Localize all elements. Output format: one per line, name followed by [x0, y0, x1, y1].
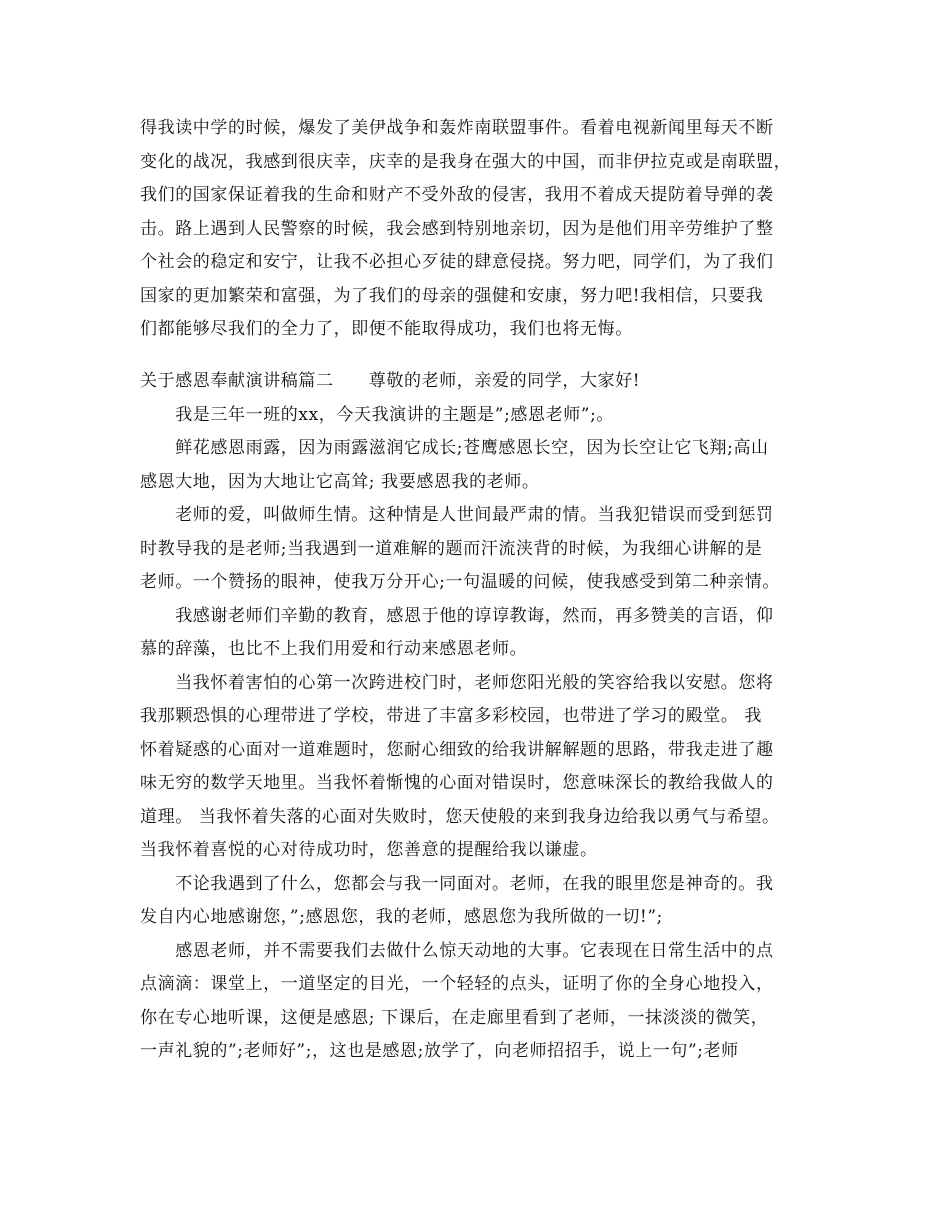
text-line: 我感谢老师们辛勤的教育，感恩于他的谆谆教诲，然而，再多赞美的言语，仰: [140, 606, 774, 626]
text-line: 一声礼貌的”;老师好”;，这也是感恩;放学了，向老师招招手，说上一句”;老师: [140, 1041, 739, 1061]
text-line: 我是三年一班的xx，今天我演讲的主题是”;感恩老师”;。: [140, 405, 615, 425]
text-line: 点滴滴：课堂上，一道坚定的目光，一个轻轻的点头，证明了你的全身心地投入，: [140, 974, 774, 994]
text-line: 老师。一个赞扬的眼神，使我万分开心;一句温暖的问候，使我感受到第二种亲情。: [140, 572, 780, 592]
text-line: 变化的战况，我感到很庆幸，庆幸的是我身在强大的中国，而非伊拉克或是南联盟，: [140, 152, 792, 172]
text-line: 当我怀着害怕的心第一次跨进校门时，老师您阳光般的笑容给我以安慰。您将: [140, 673, 774, 693]
text-line: 鲜花感恩雨露，因为雨露滋润它成长;苍鹰感恩长空，因为长空让它飞翔;高山: [140, 438, 769, 458]
text-line: 得我读中学的时候，爆发了美伊战争和轰炸南联盟事件。看着电视新闻里每天不断: [140, 118, 774, 138]
text-line: 慕的辞藻，也比不上我们用爱和行动来感恩老师。: [140, 639, 528, 659]
text-line: 道理。 当我怀着失落的心面对失败时，您天使般的来到我身边给我以勇气与希望。: [140, 807, 780, 827]
text-line: 不论我遇到了什么，您都会与我一同面对。老师，在我的眼里您是神奇的。我: [140, 874, 774, 894]
text-line: 你在专心地听课，这便是感恩; 下课后，在走廊里看到了老师，一抹淡淡的微笑，: [140, 1008, 769, 1028]
text-line: 击。路上遇到人民警察的时候，我会感到特别地亲切，因为是他们用辛劳维护了整: [140, 219, 774, 239]
text-line: 怀着疑惑的心面对一道难题时，您耐心细致的给我讲解解题的思路，带我走进了趣: [140, 740, 774, 760]
text-line: 时教导我的是老师;当我遇到一道难解的题而汗流浃背的时候，为我细心讲解的是: [140, 539, 763, 559]
text-line: 我们的国家保证着我的生命和财产不受外敌的侵害，我用不着成天提防着导弹的袭: [140, 185, 774, 205]
text-line: 感恩老师，并不需要我们去做什么惊天动地的大事。它表现在日常生活中的点: [140, 941, 774, 961]
text-line: 味无穷的数学天地里。当我怀着惭愧的心面对错误时，您意味深长的教给我做人的: [140, 773, 774, 793]
text-line: 发自内心地感谢您，”;感恩您，我的老师，感恩您为我所做的一切!”;: [140, 907, 663, 927]
text-line: 感恩大地，因为大地让它高耸; 我要感恩我的老师。: [140, 472, 540, 492]
text-line: 们都能够尽我们的全力了，即便不能取得成功，我们也将无悔。: [140, 319, 633, 339]
text-line: 个社会的稳定和安宁，让我不必担心歹徒的肆意侵挠。努力吧，同学们，为了我们: [140, 252, 774, 272]
text-line: 我那颗恐惧的心理带进了学校，带进了丰富多彩校园，也带进了学习的殿堂。 我: [140, 706, 763, 726]
text-line: 国家的更加繁荣和富强，为了我们的母亲的强健和安康，努力吧!我相信，只要我: [140, 286, 764, 306]
text-line: 老师的爱，叫做师生情。这种情是人世间最严肃的情。当我犯错误而受到惩罚: [140, 505, 774, 525]
text-line: 当我怀着喜悦的心对待成功时，您善意的提醒给我以谦虚。: [140, 840, 598, 860]
section-heading-line: 关于感恩奉献演讲稿篇二 尊敬的老师，亲爱的同学，大家好!: [140, 371, 641, 391]
